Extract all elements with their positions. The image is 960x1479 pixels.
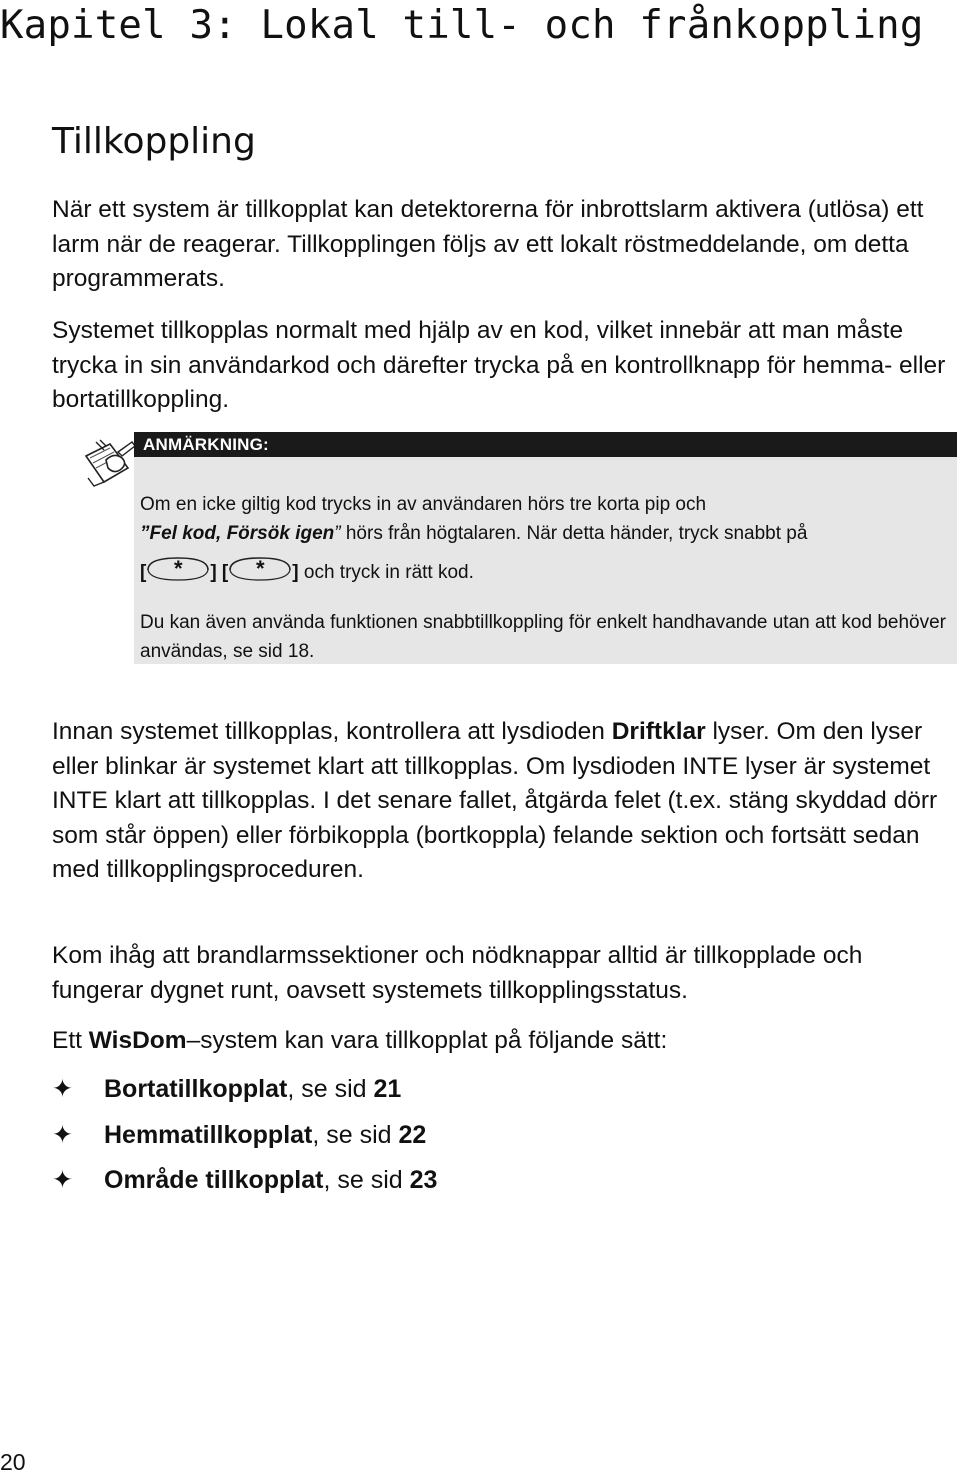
star-key-icon: *: [146, 556, 210, 582]
bracket-mid: ] [: [210, 562, 229, 583]
product-name: WisDom: [88, 1027, 187, 1054]
bullet-star-icon: ✦: [52, 1121, 73, 1149]
error-message-phrase: Fel kod, Försök igen: [149, 523, 335, 544]
note-line-3-rest: och tryck in rätt kod.: [298, 562, 474, 583]
paragraph-intro: När ett system är tillkopplat kan detektorerna för inbrottslarm aktivera (utlösa) ett larm när de reagerar. Tillkopplingen följs av ett lokalt röstmeddelande, om detta programmerats.: [52, 196, 924, 292]
star-key-icon: *: [228, 556, 292, 582]
paragraph-arming-modes: Ett WisDom–system kan vara tillkopplat på följande sätt:: [52, 1027, 668, 1054]
page-reference: 21: [373, 1075, 402, 1103]
note-line-3: [140, 556, 952, 587]
quote-open: ”: [140, 523, 150, 544]
list-item-label: Hemmatillkopplat: [104, 1121, 313, 1149]
list-item: ✦ Område tillkopplat, se sid 23: [52, 1163, 437, 1197]
note-paragraph-quick-arm: Du kan även använda funktionen snabbtillkoppling för enkelt handhavande utan att kod behöver användas, se sid 18.: [140, 612, 946, 662]
note-header: ANMÄRKNING:: [134, 432, 957, 457]
ready-led-label: Driftklar: [611, 718, 706, 745]
bullet-star-icon: ✦: [52, 1075, 73, 1103]
list-item: ✦ Hemmatillkopplat, se sid 22: [52, 1118, 426, 1152]
bracket-open: [: [140, 562, 147, 583]
page-number: 20: [0, 1449, 26, 1475]
page-reference: 23: [409, 1166, 438, 1194]
note-line-1: Om en icke giltig kod trycks in av användaren hörs tre korta pip och: [140, 494, 707, 515]
section-title: Tillkoppling: [52, 121, 256, 162]
list-item-label: Område tillkopplat: [104, 1166, 324, 1194]
chapter-title: Kapitel 3: Lokal till- och frånkoppling: [0, 3, 924, 48]
page-reference: 22: [398, 1121, 427, 1149]
paragraph-ready-led: Innan systemet tillkopplas, kontrollera att lysdioden Driftklar lyser. Om den lyser eller blinkar är systemet klart att tillkopplas. Om lysdioden INTE lyser är systemet INTE klart att tillkopplas. I det senare fallet, åtgärda felet (t.ex. stäng skyddad dörr som står öppen) eller förbikoppla (bortkoppla) felande sektion och fortsätt sedan med tillkopplingsproceduren.: [52, 718, 938, 883]
note-line-2: [140, 519, 952, 548]
paragraph-fire-zones: Kom ihåg att brandlarmssektioner och nödknappar alltid är tillkopplade och fungerar dygnet runt, oavsett systemets tillkopplingsstatus.: [52, 942, 863, 1004]
note-line-2-rest: hörs från högtalaren. När detta händer, tryck snabbt på: [340, 523, 808, 544]
note-box: [134, 432, 957, 664]
bullet-star-icon: ✦: [52, 1166, 73, 1194]
list-item: ✦ Bortatillkopplat, se sid 21: [52, 1072, 401, 1106]
note-pencil-icon: [80, 438, 138, 490]
bracket-close: ]: [292, 562, 299, 583]
quote-close: ”: [334, 523, 341, 544]
list-item-label: Bortatillkopplat: [104, 1075, 288, 1103]
paragraph-code-usage: Systemet tillkopplas normalt med hjälp av en kod, vilket innebär att man måste trycka in sin användarkod och därefter trycka på en kontrollknapp för hemma- eller bortatillkoppling.: [52, 317, 946, 413]
